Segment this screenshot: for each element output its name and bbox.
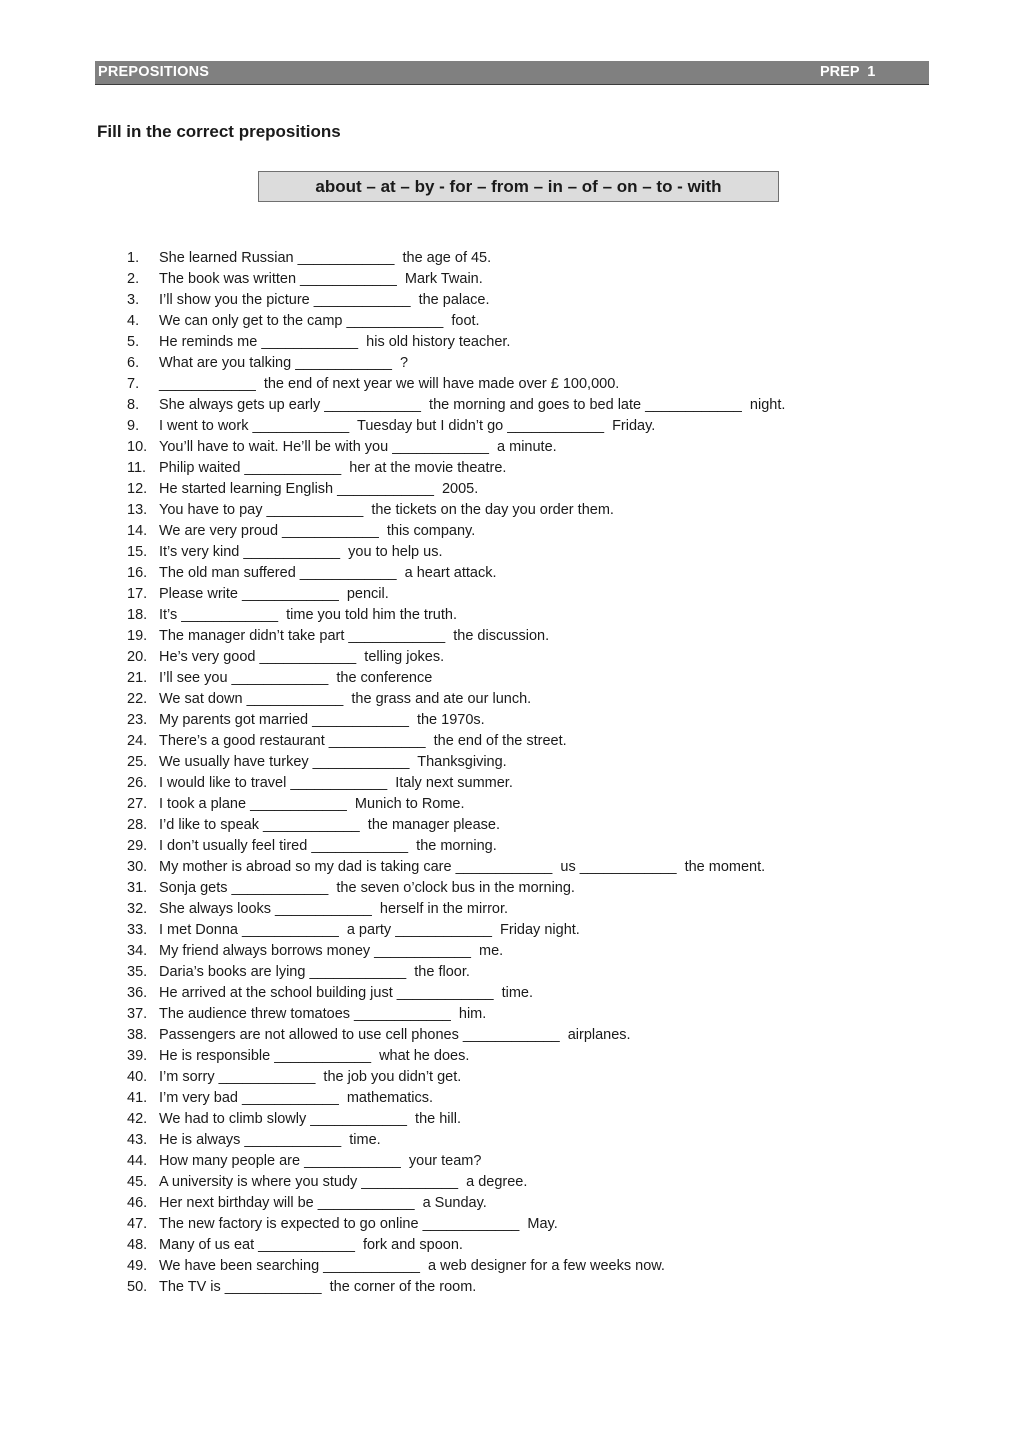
exercise-item: [0, 1193, 1024, 1214]
item-number: 35.: [127, 964, 148, 980]
item-number: 31.: [127, 880, 148, 896]
item-number: 34.: [127, 943, 148, 959]
item-number: 37.: [127, 1006, 148, 1022]
item-sentence: Many of us eat ____________ fork and spoon.: [159, 1237, 463, 1253]
item-number: 14.: [127, 523, 148, 539]
exercise-item: [0, 563, 1024, 584]
item-number: 23.: [127, 712, 148, 728]
exercise-item: [0, 269, 1024, 290]
item-sentence: The audience threw tomatoes ____________ him.: [159, 1006, 487, 1022]
item-number: 12.: [127, 481, 148, 497]
item-number: 48.: [127, 1237, 148, 1253]
item-number: 15.: [127, 544, 148, 560]
exercise-item: [0, 1088, 1024, 1109]
header-bar: [95, 61, 929, 85]
exercise-item: [0, 332, 1024, 353]
exercise-item: [0, 1109, 1024, 1130]
item-number: 50.: [127, 1279, 148, 1295]
item-number: 18.: [127, 607, 148, 623]
header-code: PREP 1: [820, 64, 876, 80]
exercise-item: [0, 248, 1024, 269]
item-number: 38.: [127, 1027, 148, 1043]
exercise-item: [0, 395, 1024, 416]
exercise-item: [0, 542, 1024, 563]
exercise-item: [0, 1025, 1024, 1046]
item-sentence: Philip waited ____________ her at the movie theatre.: [159, 460, 507, 476]
exercise-item: [0, 437, 1024, 458]
item-sentence: A university is where you study ____________ a degree.: [159, 1174, 528, 1190]
item-sentence: The old man suffered ____________ a heart attack.: [159, 565, 497, 581]
item-sentence: She learned Russian ____________ the age of 45.: [159, 250, 492, 266]
item-sentence: I’m sorry ____________ the job you didn’t get.: [159, 1069, 462, 1085]
exercise-item: [0, 521, 1024, 542]
header-title: PREPOSITIONS: [98, 64, 210, 80]
exercise-item: [0, 311, 1024, 332]
item-sentence: The new factory is expected to go online ____________ May.: [159, 1216, 558, 1232]
item-sentence: I went to work ____________ Tuesday but I didn’t go ____________ Friday.: [159, 418, 656, 434]
item-number: 42.: [127, 1111, 148, 1127]
item-number: 17.: [127, 586, 148, 602]
item-sentence: I’ll see you ____________ the conference: [159, 670, 433, 686]
item-number: 47.: [127, 1216, 148, 1232]
item-sentence: Her next birthday will be ____________ a Sunday.: [159, 1195, 487, 1211]
item-sentence: We are very proud ____________ this company.: [159, 523, 476, 539]
exercise-item: [0, 374, 1024, 395]
item-number: 24.: [127, 733, 148, 749]
item-number: 32.: [127, 901, 148, 917]
item-sentence: You’ll have to wait. He’ll be with you ____________ a minute.: [159, 439, 557, 455]
item-sentence: It’s ____________ time you told him the truth.: [159, 607, 457, 623]
exercise-item: [0, 752, 1024, 773]
exercise-item: [0, 479, 1024, 500]
item-sentence: It’s very kind ____________ you to help us.: [159, 544, 443, 560]
item-number: 6.: [127, 355, 140, 371]
exercise-item: [0, 689, 1024, 710]
item-sentence: She always looks ____________ herself in the mirror.: [159, 901, 509, 917]
exercise-item: [0, 878, 1024, 899]
exercise-item: [0, 584, 1024, 605]
exercise-item: [0, 605, 1024, 626]
exercise-list: [0, 248, 1024, 1298]
item-sentence: She always gets up early ____________ the morning and goes to bed late ____________ night.: [159, 397, 786, 413]
exercise-item: [0, 647, 1024, 668]
exercise-item: [0, 1151, 1024, 1172]
item-sentence: We usually have turkey ____________ Thanksgiving.: [159, 754, 507, 770]
item-sentence: I don’t usually feel tired ____________ the morning.: [159, 838, 497, 854]
item-sentence: He is always ____________ time.: [159, 1132, 381, 1148]
item-number: 28.: [127, 817, 148, 833]
exercise-item: [0, 290, 1024, 311]
item-number: 1.: [127, 250, 140, 266]
item-number: 11.: [127, 460, 147, 476]
exercise-item: [0, 668, 1024, 689]
item-sentence: The book was written ____________ Mark Twain.: [159, 271, 483, 287]
item-number: 5.: [127, 334, 140, 350]
item-number: 8.: [127, 397, 140, 413]
item-sentence: What are you talking ____________ ?: [159, 355, 409, 371]
exercise-item: [0, 1067, 1024, 1088]
exercise-item: [0, 815, 1024, 836]
item-number: 36.: [127, 985, 148, 1001]
item-number: 2.: [127, 271, 140, 287]
item-sentence: Daria’s books are lying ____________ the floor.: [159, 964, 470, 980]
item-sentence: My friend always borrows money ____________ me.: [159, 943, 504, 959]
item-number: 26.: [127, 775, 148, 791]
item-number: 30.: [127, 859, 148, 875]
item-sentence: My parents got married ____________ the 1970s.: [159, 712, 485, 728]
item-sentence: He reminds me ____________ his old history teacher.: [159, 334, 511, 350]
item-number: 22.: [127, 691, 148, 707]
item-sentence: I met Donna ____________ a party ____________ Friday night.: [159, 922, 580, 938]
exercise-item: [0, 857, 1024, 878]
exercise-item: [0, 983, 1024, 1004]
item-number: 39.: [127, 1048, 148, 1064]
exercise-item: [0, 731, 1024, 752]
item-number: 19.: [127, 628, 148, 644]
item-number: 16.: [127, 565, 148, 581]
exercise-item: [0, 1256, 1024, 1277]
item-number: 20.: [127, 649, 148, 665]
exercise-item: [0, 1277, 1024, 1298]
item-sentence: We had to climb slowly ____________ the hill.: [159, 1111, 462, 1127]
item-sentence: You have to pay ____________ the tickets on the day you order them.: [159, 502, 614, 518]
exercise-item: [0, 1235, 1024, 1256]
item-sentence: I’ll show you the picture ____________ the palace.: [159, 292, 490, 308]
item-number: 27.: [127, 796, 148, 812]
item-sentence: We have been searching ____________ a web designer for a few weeks now.: [159, 1258, 665, 1274]
item-number: 4.: [127, 313, 140, 329]
item-sentence: Please write ____________ pencil.: [159, 586, 389, 602]
exercise-item: [0, 773, 1024, 794]
instructions-heading: Fill in the correct prepositions: [97, 122, 341, 141]
exercise-item: [0, 1214, 1024, 1235]
item-sentence: ____________ the end of next year we will have made over £ 100,000.: [159, 376, 620, 392]
item-sentence: He’s very good ____________ telling jokes.: [159, 649, 445, 665]
item-sentence: The TV is ____________ the corner of the room.: [159, 1279, 477, 1295]
exercise-item: [0, 941, 1024, 962]
item-number: 9.: [127, 418, 140, 434]
item-number: 44.: [127, 1153, 148, 1169]
item-sentence: I’m very bad ____________ mathematics.: [159, 1090, 434, 1106]
item-number: 7.: [127, 376, 140, 392]
item-sentence: There’s a good restaurant ____________ the end of the street.: [159, 733, 567, 749]
item-number: 49.: [127, 1258, 148, 1274]
item-sentence: The manager didn’t take part ____________ the discussion.: [159, 628, 550, 644]
item-sentence: He started learning English ____________ 2005.: [159, 481, 479, 497]
exercise-item: [0, 794, 1024, 815]
exercise-item: [0, 626, 1024, 647]
item-number: 33.: [127, 922, 148, 938]
item-sentence: Passengers are not allowed to use cell phones ____________ airplanes.: [159, 1027, 631, 1043]
exercise-item: [0, 710, 1024, 731]
item-sentence: How many people are ____________ your team?: [159, 1153, 482, 1169]
item-number: 10.: [127, 439, 148, 455]
exercise-item: [0, 962, 1024, 983]
item-number: 40.: [127, 1069, 148, 1085]
item-sentence: My mother is abroad so my dad is taking care ____________ us ____________ the moment.: [159, 859, 766, 875]
exercise-item: [0, 1046, 1024, 1067]
item-number: 29.: [127, 838, 148, 854]
item-number: 41.: [127, 1090, 148, 1106]
exercise-item: [0, 920, 1024, 941]
item-sentence: I took a plane ____________ Munich to Rome.: [159, 796, 465, 812]
exercise-item: [0, 500, 1024, 521]
exercise-item: [0, 899, 1024, 920]
exercise-item: [0, 353, 1024, 374]
item-sentence: I would like to travel ____________ Italy next summer.: [159, 775, 513, 791]
item-number: 13.: [127, 502, 148, 518]
item-number: 46.: [127, 1195, 148, 1211]
exercise-item: [0, 836, 1024, 857]
exercise-item: [0, 458, 1024, 479]
item-sentence: He arrived at the school building just ____________ time.: [159, 985, 534, 1001]
item-number: 45.: [127, 1174, 148, 1190]
item-sentence: Sonja gets ____________ the seven o’clock bus in the morning.: [159, 880, 575, 896]
exercise-item: [0, 1172, 1024, 1193]
exercise-item: [0, 1004, 1024, 1025]
word-bank-box: about – at – by - for – from – in – of – on – to - with: [258, 171, 779, 202]
item-sentence: We sat down ____________ the grass and ate our lunch.: [159, 691, 532, 707]
item-sentence: He is responsible ____________ what he does.: [159, 1048, 470, 1064]
exercise-item: [0, 416, 1024, 437]
exercise-item: [0, 1130, 1024, 1151]
item-number: 21.: [127, 670, 148, 686]
item-number: 25.: [127, 754, 148, 770]
item-sentence: We can only get to the camp ____________ foot.: [159, 313, 480, 329]
item-number: 3.: [127, 292, 140, 308]
item-number: 43.: [127, 1132, 148, 1148]
item-sentence: I’d like to speak ____________ the manager please.: [159, 817, 500, 833]
